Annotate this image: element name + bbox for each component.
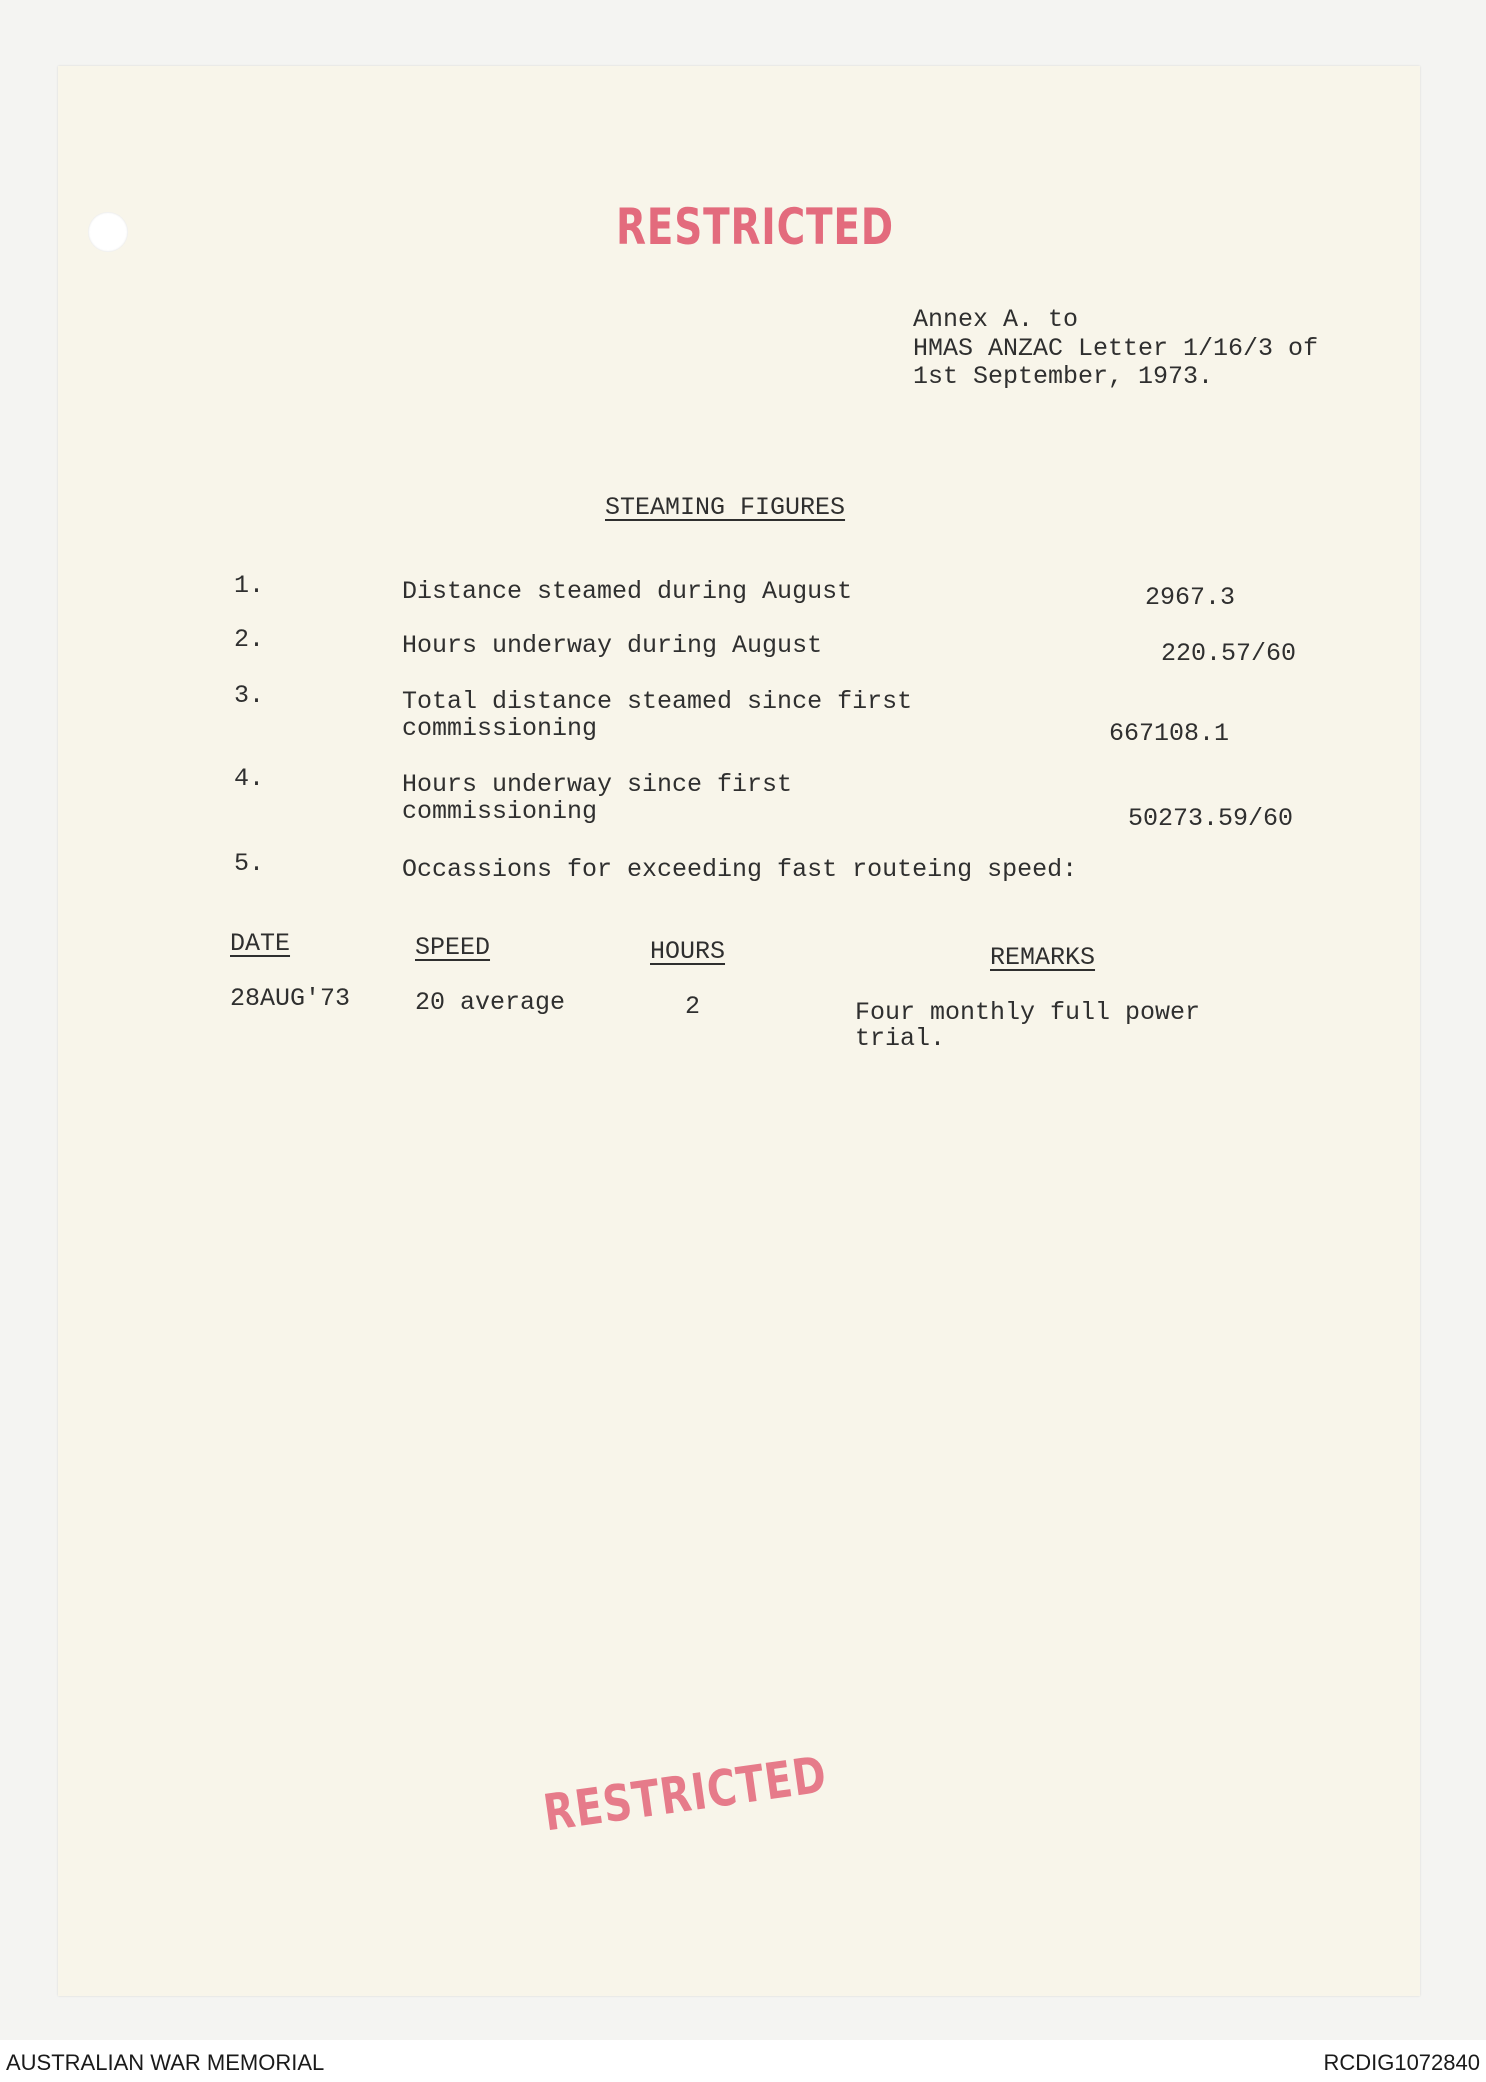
restricted-stamp-top: RESTRICTED xyxy=(616,198,894,256)
item-value: 2967.3 xyxy=(1145,583,1236,612)
table-header-remarks: REMARKS xyxy=(990,943,1096,972)
table-cell-remarks-continued: trial. xyxy=(855,1024,946,1053)
item-value: 50273.59/60 xyxy=(1128,804,1294,833)
item-label: Occassions for exceeding fast routeing speed: xyxy=(402,855,1078,884)
item-label: Hours underway during August xyxy=(402,631,823,660)
reference-line-1: Annex A. to xyxy=(913,305,1079,334)
punch-hole xyxy=(88,212,128,252)
item-label: Distance steamed during August xyxy=(402,577,853,606)
reference-line-2: HMAS ANZAC Letter 1/16/3 of xyxy=(913,334,1319,363)
item-number: 4. xyxy=(234,764,265,793)
item-label-continued: commissioning xyxy=(402,714,598,743)
table-header-hours: HOURS xyxy=(650,937,726,966)
item-value: 667108.1 xyxy=(1109,719,1230,748)
archive-footer xyxy=(0,2040,1486,2082)
item-label-continued: commissioning xyxy=(402,797,598,826)
item-number: 3. xyxy=(234,681,265,710)
document-heading: STEAMING FIGURES xyxy=(605,493,846,522)
item-number: 5. xyxy=(234,849,265,878)
table-header-speed: SPEED xyxy=(415,933,491,962)
table-header-date: DATE xyxy=(230,929,291,958)
table-cell-date: 28AUG'73 xyxy=(230,984,351,1013)
table-cell-speed: 20 average xyxy=(415,988,566,1017)
footer-institution: AUSTRALIAN WAR MEMORIAL xyxy=(6,2050,325,2075)
reference-line-3: 1st September, 1973. xyxy=(913,362,1214,391)
item-number: 2. xyxy=(234,625,265,654)
item-label: Hours underway since first xyxy=(402,770,793,799)
table-cell-hours: 2 xyxy=(685,992,701,1021)
item-number: 1. xyxy=(234,571,265,600)
table-cell-remarks: Four monthly full power xyxy=(855,998,1201,1027)
item-value: 220.57/60 xyxy=(1161,639,1297,668)
item-label: Total distance steamed since first xyxy=(402,687,913,716)
restricted-stamp-bottom: RESTRICTED xyxy=(540,1745,831,1843)
footer-record-id: RCDIG1072840 xyxy=(1323,2050,1480,2075)
